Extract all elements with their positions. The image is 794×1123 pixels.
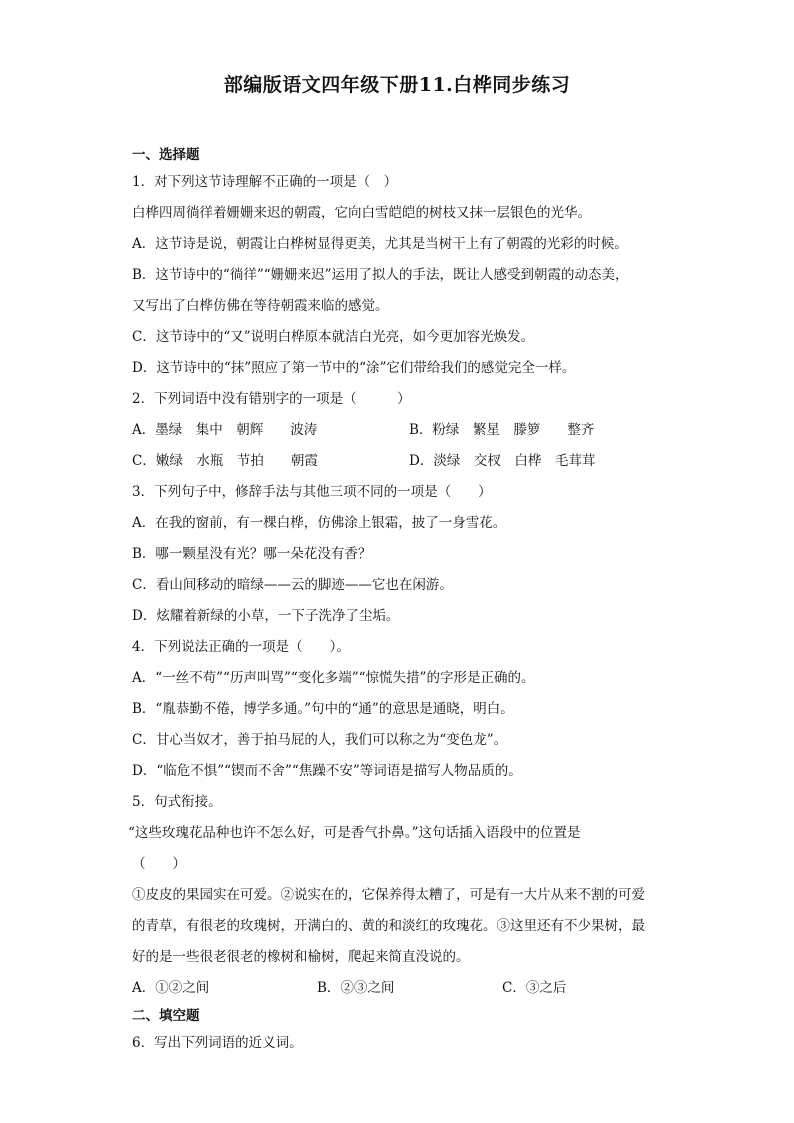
question-4-stem: 4．下列说法正确的一项是（ ）。 [132,639,350,655]
question-1-option-a: A．这节诗是说，朝霞让白桦树显得更美，尤其是当树干上有了朝霞的光彩的时候。 [132,236,628,252]
document-body [128,143,672,1059]
question-2-stem: 2．下列词语中没有错别字的一项是（ ） [132,391,411,407]
question-5-option-c: C．③之后 [502,980,567,996]
question-4-option-a: A．“一丝不苟”“历声叫骂”“变化多端”“惊慌失措”的字形是正确的。 [132,670,535,686]
question-3-option-b: B．哪一颗星没有光？哪一朵花没有香？ [132,546,372,562]
question-1-option-c: C．这节诗中的“又”说明白桦原本就洁白光亮，如今更加容光焕发。 [132,329,535,345]
question-4-option-b: B．“胤恭勤不倦，博学多通。”句中的“通”的意思是通晓，明白。 [132,701,514,717]
question-1 [132,167,672,384]
question-3 [132,477,672,632]
question-6-stem: 6．写出下列词语的近义词。 [132,1035,303,1051]
question-4-option-c: C．甘心当奴才，善于拍马屁的人，我们可以称之为“变色龙”。 [132,732,508,748]
section-heading-choice: 一、选择题 [132,147,200,163]
question-6 [132,1028,672,1059]
question-1-option-d: D．这节诗中的“抹”照应了第一节中的“涂”它们带给我们的感觉完全一样。 [132,360,576,376]
question-3-option-c: C．看山间移动的暗绿——云的脚迹——它也在闲游。 [132,577,453,593]
question-1-option-b: B．这节诗中的“徜徉”“姗姗来迟”运用了拟人的手法，既让人感受到朝霞的动态美， [132,267,629,283]
question-3-option-a: A．在我的窗前，有一棵白桦，仿佛涂上银霜，披了一身雪花。 [132,515,507,531]
question-5 [128,787,672,1004]
question-2-option-a: A．墨绿 集中 朝辉 波涛 [132,422,318,438]
question-5-answer-paren: （ ） [132,856,186,872]
document-title: 部编版语文四年级下册11.白桦同步练习 [223,74,571,96]
question-3-option-d: D．炫耀着新绿的小草，一下子洗净了尘垢。 [132,608,400,624]
question-2-option-d: D．淡绿 交杈 白桦 毛茸茸 [409,453,596,469]
question-5-quote: “这些玫瑰花品种也许不怎么好，可是香气扑鼻。”这句话插入语段中的位置是 [128,825,581,841]
question-3-stem: 3．下列句子中，修辞手法与其他三项不同的一项是（ ） [132,484,492,500]
question-5-option-a: A．①②之间 [132,980,210,996]
question-2-option-c: C．嫩绿 水瓶 节拍 朝霞 [132,453,318,469]
question-2-options-row-1 [132,415,672,446]
question-5-options-row [132,973,672,1004]
question-5-option-b: B．②③之间 [317,980,395,996]
question-4 [132,632,672,787]
question-2-options-row-2 [132,446,672,477]
question-1-option-b-continued: 又写出了白桦仿佛在等待朝霞来临的感觉。 [132,298,389,314]
question-2-option-b: B．粉绿 繁星 滕箩 整齐 [409,422,595,438]
question-5-passage-line-1: ①皮皮的果园实在可爱。②说实在的，它保养得太糟了，可是有一大片从来不割的可爱 [132,887,645,903]
section-heading-fill-in: 二、填空题 [132,1008,200,1024]
question-1-passage: 白桦四周徜徉着姗姗来迟的朝霞，它向白雪皑皑的树枝又抹一层银色的光华。 [132,205,591,221]
question-5-passage-line-2: 的青草，有很老的玫瑰树，开满白的、黄的和淡红的玫瑰花。③这里还有不少果树，最 [132,918,645,934]
question-1-stem: 1．对下列这节诗理解不正确的一项是（ ） [132,174,398,190]
question-5-passage-line-3: 好的是一些很老很老的橡树和榆树，爬起来简直没说的。 [132,949,470,965]
question-4-option-d: D．“临危不惧”“锲而不舍”“焦躁不安”等词语是描写人物品质的。 [132,763,522,779]
question-2 [132,384,672,477]
question-5-stem: 5．句式衔接。 [132,794,222,810]
